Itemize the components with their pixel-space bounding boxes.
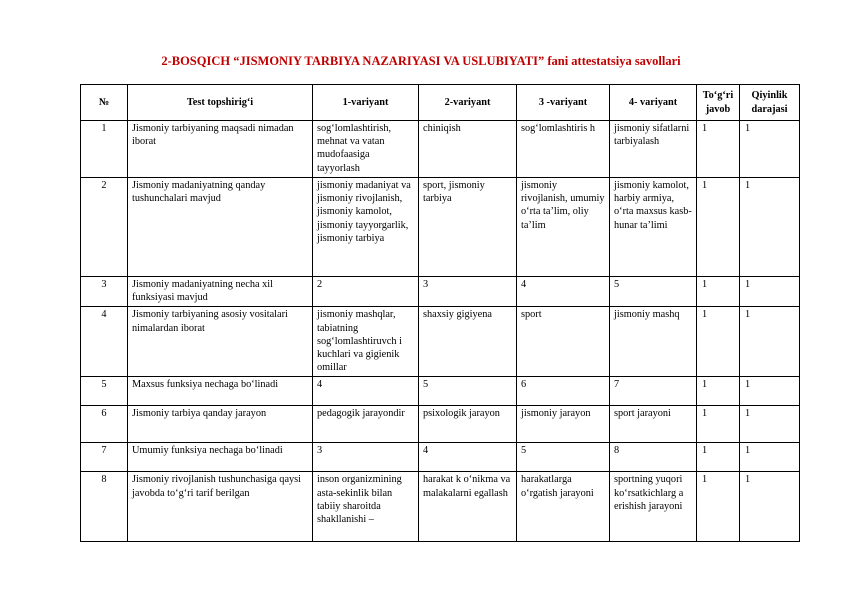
cell-variant-4: jismoniy kamolot, harbiy armiya, o‘rta maxsus kasb-hunar ta’limi	[610, 178, 697, 277]
cell-variant-2: 4	[419, 443, 517, 472]
cell-variant-1: pedagogik jarayondir	[313, 406, 419, 443]
cell-correct-answer: 1	[697, 307, 740, 377]
header-difficulty: Qiyinlik darajasi	[740, 85, 800, 121]
cell-number: 3	[81, 277, 128, 307]
cell-correct-answer: 1	[697, 121, 740, 178]
cell-variant-3: sog‘lomlashtiris h	[517, 121, 610, 178]
cell-question: Jismoniy madaniyatning necha xil funksiyasi mavjud	[128, 277, 313, 307]
document-title: 2-BOSQICH “JISMONIY TARBIYA NAZARIYASI VA USLUBIYATI” fani attestatsiya savollari	[161, 54, 681, 68]
cell-difficulty: 1	[740, 277, 800, 307]
cell-variant-3: jismoniy rivojlanish, umumiy o‘rta ta’lim, oliy ta’lim	[517, 178, 610, 277]
table-row	[81, 121, 800, 178]
cell-variant-1: 3	[313, 443, 419, 472]
cell-variant-1: inson organizmining asta-sekinlik bilan tabiiy sharoitda shakllanishi –	[313, 472, 419, 542]
cell-variant-1: jismoniy madaniyat va jismoniy rivojlanish, jismoniy kamolot, jismoniy tayyorgarlik, jismoniy tarbiya	[313, 178, 419, 277]
header-question: Test topshirig‘i	[128, 85, 313, 121]
cell-variant-3: 5	[517, 443, 610, 472]
cell-variant-3: 6	[517, 377, 610, 406]
table-row	[81, 472, 800, 542]
cell-number: 5	[81, 377, 128, 406]
cell-difficulty: 1	[740, 472, 800, 542]
cell-number: 2	[81, 178, 128, 277]
table-row	[81, 443, 800, 472]
table-row	[81, 377, 800, 406]
cell-variant-2: harakat k o‘nikma va malakalarni egallash	[419, 472, 517, 542]
cell-question: Jismoniy tarbiyaning asosiy vositalari nimalardan iborat	[128, 307, 313, 377]
header-variant-3: 3 -variyant	[517, 85, 610, 121]
cell-difficulty: 1	[740, 121, 800, 178]
cell-variant-4: jismoniy mashq	[610, 307, 697, 377]
cell-number: 7	[81, 443, 128, 472]
cell-difficulty: 1	[740, 307, 800, 377]
cell-difficulty: 1	[740, 377, 800, 406]
cell-variant-2: 5	[419, 377, 517, 406]
cell-number: 8	[81, 472, 128, 542]
header-variant-2: 2-variyant	[419, 85, 517, 121]
header-correct-answer: To‘g‘ri javob	[697, 85, 740, 121]
cell-question: Jismoniy rivojlanish tushunchasiga qaysi javobda to‘g‘ri tarif berilgan	[128, 472, 313, 542]
cell-correct-answer: 1	[697, 406, 740, 443]
cell-variant-1: jismoniy mashqlar, tabiatning sog‘lomlashtiruvch i kuchlari va gigienik omillar	[313, 307, 419, 377]
table-header-row	[81, 85, 800, 121]
cell-variant-4: jismoniy sifatlarni tarbiyalash	[610, 121, 697, 178]
table-row	[81, 277, 800, 307]
table-row	[81, 406, 800, 443]
header-number: №	[81, 85, 128, 121]
cell-number: 1	[81, 121, 128, 178]
cell-question: Maxsus funksiya nechaga bo‘linadi	[128, 377, 313, 406]
cell-variant-2: 3	[419, 277, 517, 307]
table-row	[81, 178, 800, 277]
cell-variant-3: harakatlarga o‘rgatish jarayoni	[517, 472, 610, 542]
cell-variant-4: 8	[610, 443, 697, 472]
cell-question: Jismoniy tarbiyaning maqsadi nimadan iborat	[128, 121, 313, 178]
cell-question: Jismoniy tarbiya qanday jarayon	[128, 406, 313, 443]
cell-variant-4: sportning yuqori ko‘rsatkichlarg a erishish jarayoni	[610, 472, 697, 542]
header-variant-1: 1-variyant	[313, 85, 419, 121]
cell-question: Jismoniy madaniyatning qanday tushunchalari mavjud	[128, 178, 313, 277]
cell-correct-answer: 1	[697, 277, 740, 307]
cell-variant-1: 4	[313, 377, 419, 406]
header-variant-4: 4- variyant	[610, 85, 697, 121]
cell-variant-4: 7	[610, 377, 697, 406]
cell-variant-2: sport, jismoniy tarbiya	[419, 178, 517, 277]
cell-variant-4: 5	[610, 277, 697, 307]
cell-variant-2: psixologik jarayon	[419, 406, 517, 443]
cell-variant-3: jismoniy jarayon	[517, 406, 610, 443]
cell-variant-4: sport jarayoni	[610, 406, 697, 443]
cell-difficulty: 1	[740, 443, 800, 472]
cell-variant-1: sog‘lomlashtirish, mehnat va vatan mudofaasiga tayyorlash	[313, 121, 419, 178]
cell-number: 4	[81, 307, 128, 377]
cell-correct-answer: 1	[697, 377, 740, 406]
cell-number: 6	[81, 406, 128, 443]
cell-variant-2: chiniqish	[419, 121, 517, 178]
questions-table	[80, 84, 800, 542]
cell-difficulty: 1	[740, 406, 800, 443]
cell-variant-1: 2	[313, 277, 419, 307]
cell-correct-answer: 1	[697, 472, 740, 542]
cell-question: Umumiy funksiya nechaga bo‘linadi	[128, 443, 313, 472]
cell-correct-answer: 1	[697, 178, 740, 277]
cell-difficulty: 1	[740, 178, 800, 277]
cell-variant-3: 4	[517, 277, 610, 307]
cell-variant-3: sport	[517, 307, 610, 377]
cell-variant-2: shaxsiy gigiyena	[419, 307, 517, 377]
table-row	[81, 307, 800, 377]
cell-correct-answer: 1	[697, 443, 740, 472]
